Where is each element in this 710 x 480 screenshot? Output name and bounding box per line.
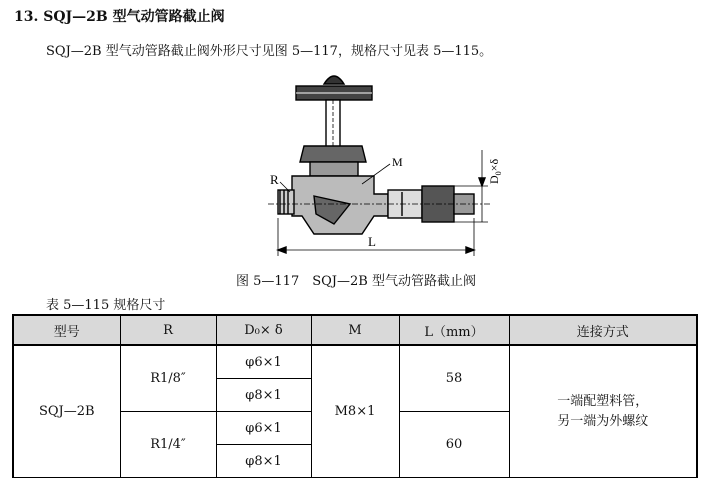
- intro-text: SQJ—2B 型气动管路截止阀外形尺寸见图 5—117，规格尺寸见表 5—115。: [46, 44, 493, 59]
- table-header-row: [13, 315, 697, 345]
- cell-connection: [509, 345, 697, 478]
- table-row: [13, 345, 697, 379]
- label-L: L: [368, 234, 376, 249]
- cell-d0: φ8×1: [216, 379, 311, 412]
- label-R: R: [270, 172, 279, 187]
- header-d0: D₀× δ: [216, 315, 311, 345]
- cell-model: SQJ—2B: [13, 345, 120, 478]
- header-l: L（mm）: [399, 315, 509, 345]
- cell-l: 60: [399, 412, 509, 478]
- knob-cap: [324, 76, 344, 84]
- cell-d0: φ6×1: [216, 412, 311, 445]
- header-m: M: [311, 315, 399, 345]
- label-D0: $D_0\times\delta$: [487, 158, 503, 184]
- cell-d0: φ6×1: [216, 345, 311, 379]
- header-model: 型号: [13, 315, 120, 345]
- connection-line-2: 另一端为外螺纹: [557, 413, 649, 429]
- cell-r: R1/4″: [120, 412, 216, 478]
- label-M: M: [392, 155, 403, 169]
- spec-table: [12, 314, 698, 478]
- table-title: 表 5—115 规格尺寸: [46, 298, 166, 313]
- connection-line-1: 一端配塑料管，: [557, 393, 649, 409]
- figure-caption: 图 5—117 SQJ—2B 型气动管路截止阀: [236, 274, 476, 289]
- bonnet-nut: [300, 146, 366, 162]
- header-r: R: [120, 315, 216, 345]
- cell-d0: φ8×1: [216, 445, 311, 478]
- cell-r: R1/8″: [120, 345, 216, 412]
- header-connection: 连接方式: [509, 315, 697, 345]
- valve-drawing: [262, 66, 502, 260]
- cell-l: 58: [399, 345, 509, 412]
- section-heading: 13. SQJ—2B 型气动管路截止阀: [14, 9, 225, 25]
- cell-m: M8×1: [311, 345, 399, 478]
